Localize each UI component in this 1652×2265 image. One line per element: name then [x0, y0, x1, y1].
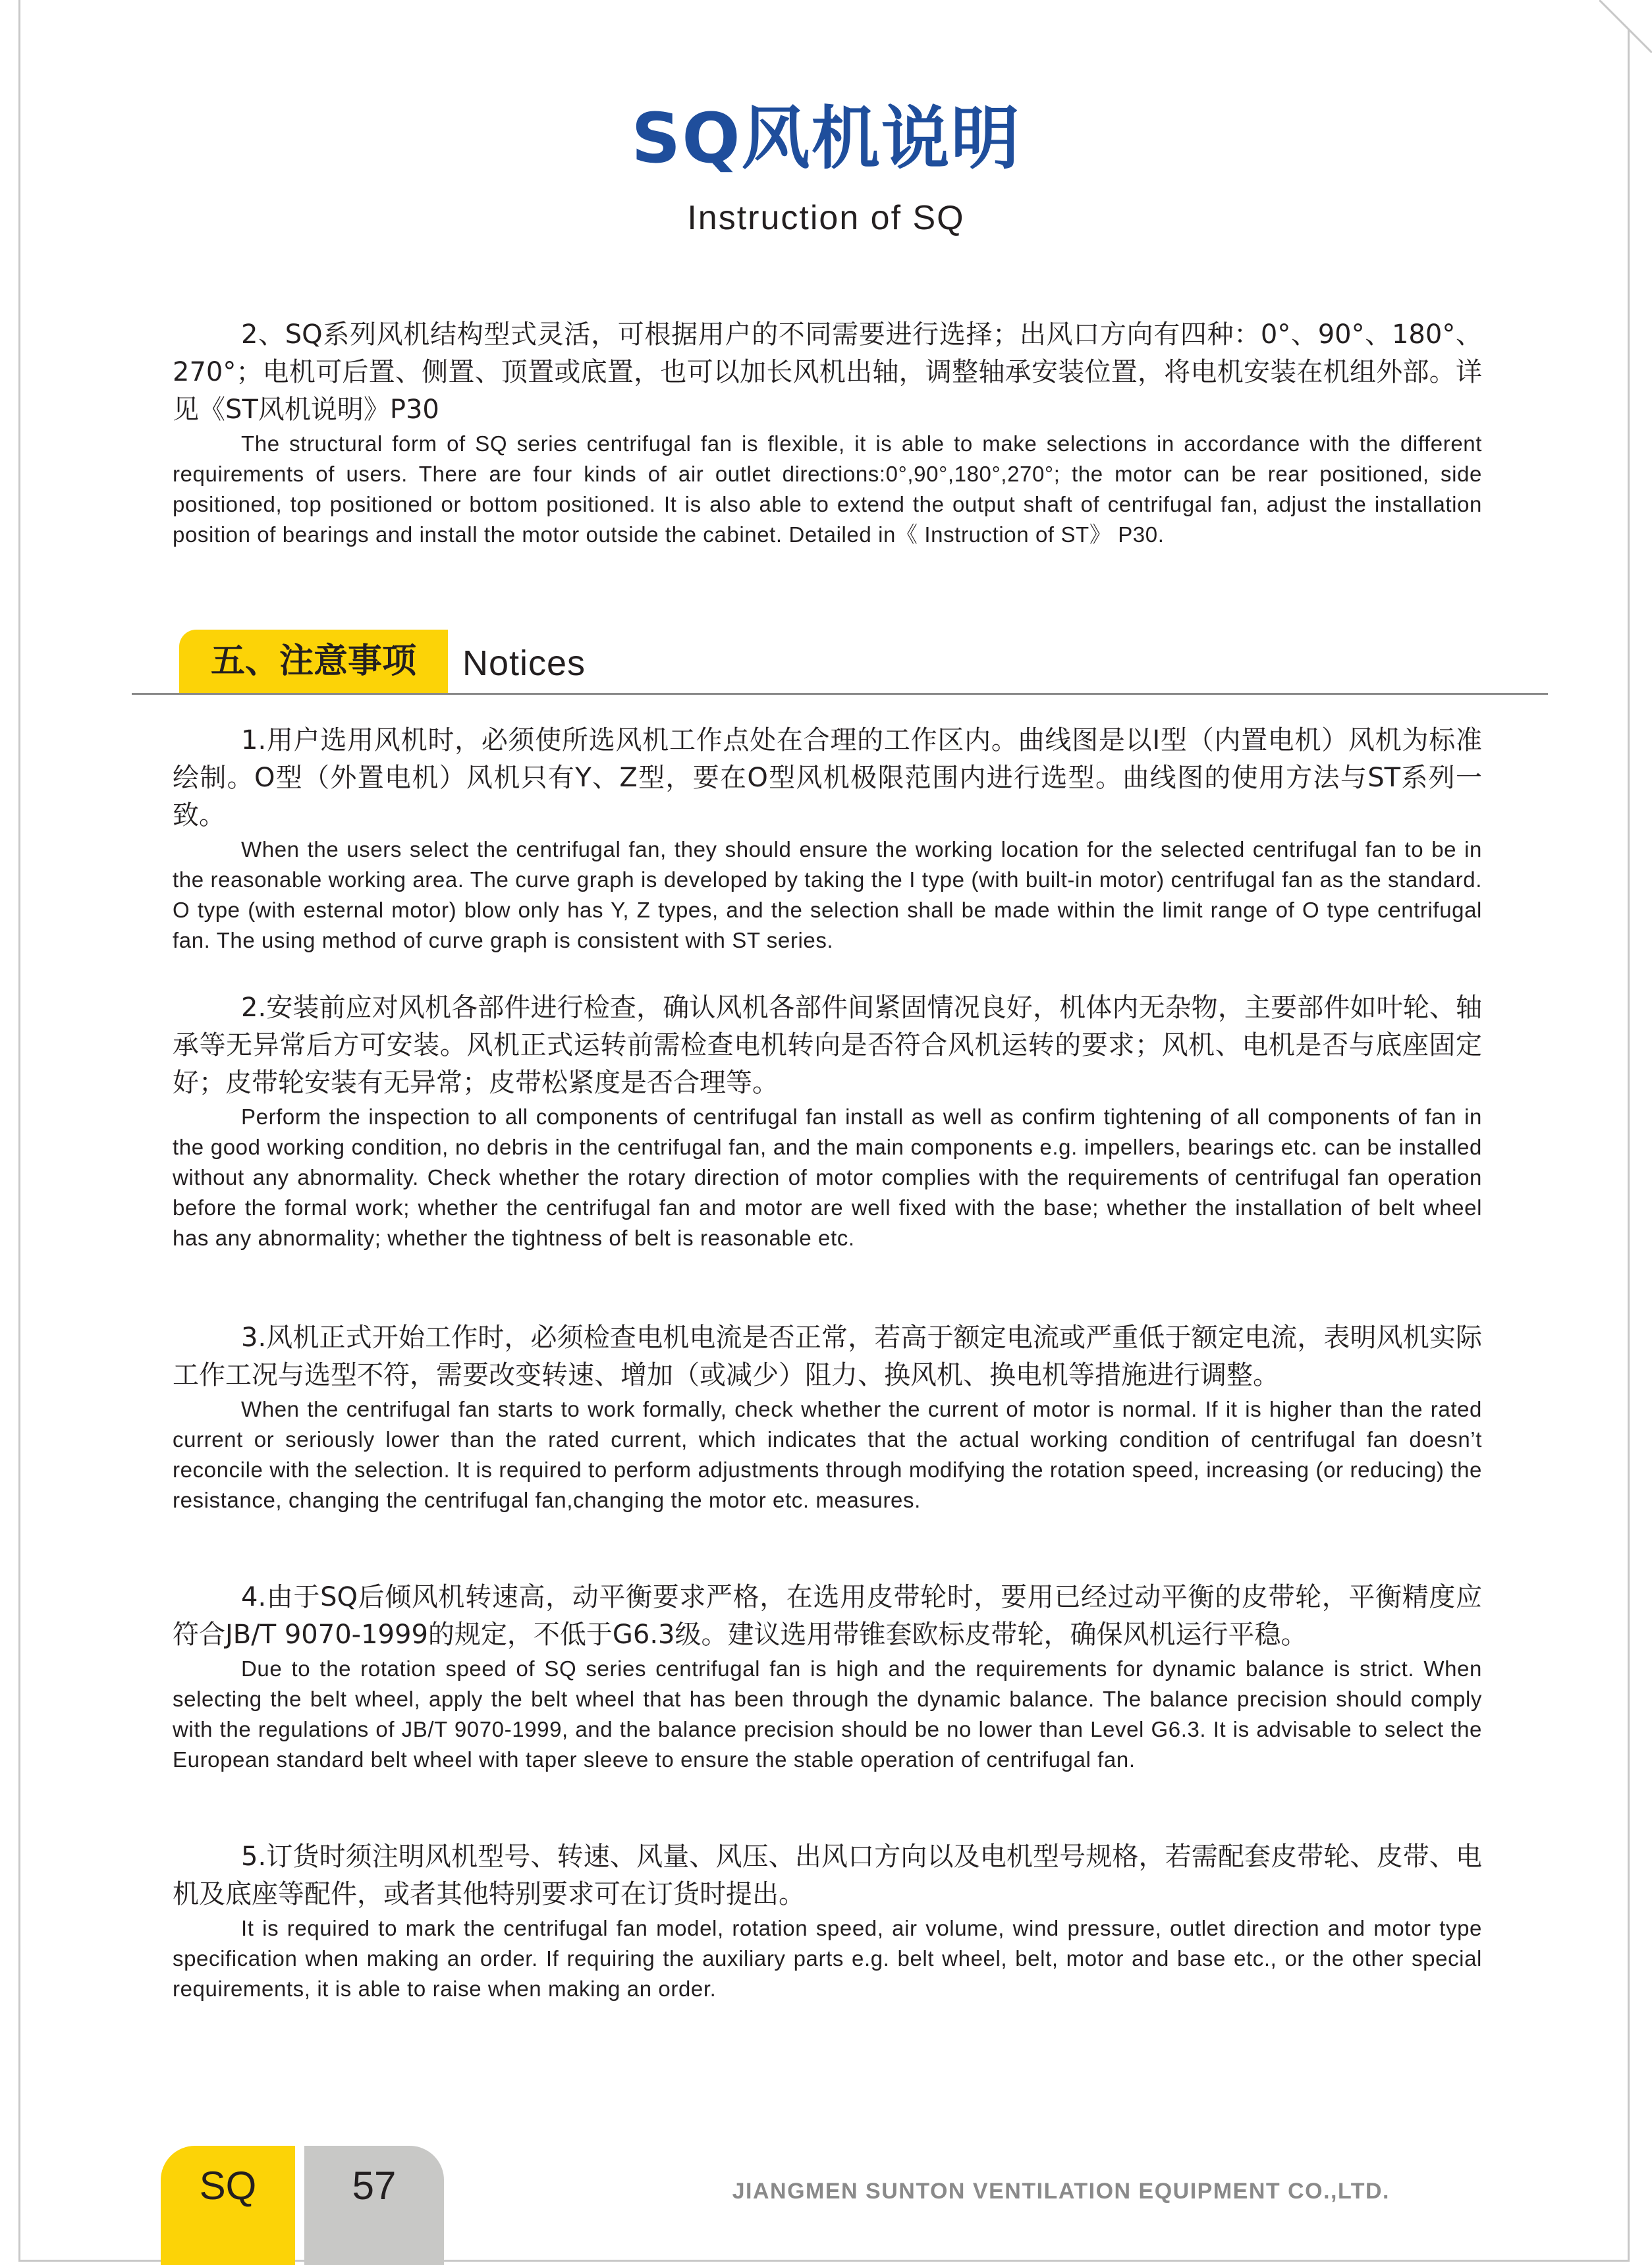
notice-en: When the users select the centrifugal fan, they should ensure the working location for the selected centrifugal fan to be in the reasonable working area. The curve graph is developed by taking the I type (with built-in motor) centrifugal fan as the standard. O type (with esternal motor) blow only has Y, Z types, and the selection shall be made within the limit range of O type centrifugal fan. The using method of curve graph is consistent with ST series. [173, 837, 1482, 952]
notice-item-4 [173, 1579, 1482, 1775]
footer-series-label: SQ [199, 2164, 257, 2208]
notice-item-3 [173, 1319, 1482, 1515]
notice-zh: 2.安装前应对风机各部件进行检查，确认风机各部件间紧固情况良好，机体内无杂物，主要部件如叶轮、轴承等无异常后方可安装。风机正式运转前需检查电机转向是否符合风机运转的要求；风机、电机是否与底座固定好；皮带轮安装有无异常；皮带松紧度是否合理等。 [173, 993, 1482, 1098]
notice-zh: 4.由于SQ后倾风机转速高，动平衡要求严格，在选用皮带轮时，要用已经过动平衡的皮带轮，平衡精度应符合JB/T 9070-1999的规定，不低于G6.3级。建议选用带锥套欧标皮带轮，确保风机运行平稳。 [173, 1582, 1482, 1650]
notice-item-2 [173, 989, 1482, 1253]
section-header-notices [132, 630, 1548, 696]
notice-en: Perform the inspection to all components of centrifugal fan install as well as confirm tightening of all components of fan in the good working condition, no debris in the centrifugal fan, and the main components e.g. impellers, bearings etc. can be installed without any abnormality. Check whether the rotary direction of motor complies with the requirements of centrifugal fan operation before the formal work; whether the centrifugal fan and motor are well fixed with the base; whether the installation of belt wheel has any abnormality; whether the tightness of belt is reasonable etc. [173, 1105, 1482, 1250]
notice-zh: 3.风机正式开始工作时，必须检查电机电流是否正常，若高于额定电流或严重低于额定电流，表明风机实际工作工况与选型不符，需要改变转速、增加（或减少）阻力、换风机、换电机等措施进行调整。 [173, 1323, 1482, 1390]
section-title-en: Notices [462, 643, 586, 683]
intro-zh: 2、SQ系列风机结构型式灵活，可根据用户的不同需要进行选择；出风口方向有四种：0°、90°、180°、270°；电机可后置、侧置、顶置或底置，也可以加长风机出轴，调整轴承安装位置，将电机安装在机组外部。详见《ST风机说明》P30 [173, 319, 1482, 425]
notice-en: When the centrifugal fan starts to work formally, check whether the current of motor is normal. If it is higher than the rated current or seriously lower than the rated current, which indicates that the actual working condition of centrifugal fan doesn’t reconcile with the selection. It is required to perform adjustments through modifying the rotation speed, increasing (or reducing) the resistance, changing the centrifugal fan,changing the motor etc. measures. [173, 1397, 1482, 1512]
page-title: SQ风机说明 [631, 98, 1021, 178]
page-corner-fold [1599, 0, 1652, 53]
intro-paragraph [173, 316, 1482, 550]
intro-en: The structural form of SQ series centrifugal fan is flexible, it is able to make selections in accordance with the different requirements of users. There are four kinds of air outlet directions:0°,90°,180°,270°; the motor can be rear positioned, side positioned, top positioned or bottom positioned. It is also able to extend the output shaft of centrifugal fan, adjust the installation position of bearings and install the motor outside the cabinet. Detailed in《 Instruction of ST》 P30. [173, 431, 1482, 547]
notice-item-5 [173, 1838, 1482, 2004]
footer-page-tab [304, 2146, 444, 2265]
notice-en: It is required to mark the centrifugal fan model, rotation speed, air volume, wind pressure, outlet direction and motor type specification when making an order. If requiring the auxiliary parts e.g. belt wheel, belt, motor and base etc., or the other special requirements, it is able to raise when making an order. [173, 1916, 1482, 2001]
section-divider [132, 693, 1548, 695]
notice-item-1 [173, 722, 1482, 956]
section-tab [179, 630, 448, 693]
footer-series-tab [161, 2146, 295, 2265]
section-title-zh: 五、注意事项 [210, 641, 416, 681]
notice-zh: 5.订货时须注明风机型号、转速、风量、风压、出风口方向以及电机型号规格，若需配套皮带轮、皮带、电机及底座等配件，或者其他特别要求可在订货时提出。 [173, 1842, 1482, 1909]
notice-en: Due to the rotation speed of SQ series centrifugal fan is high and the requirements for dynamic balance is strict. When selecting the belt wheel, apply the belt wheel that has been through the dynamic balance. The balance precision should comply with the regulations of JB/T 9070-1999, and the balance precision should be no lower than Level G6.3. It is advisable to select the European standard belt wheel with taper sleeve to ensure the stable operation of centrifugal fan. [173, 1656, 1482, 1772]
footer-company-name: JIANGMEN SUNTON VENTILATION EQUIPMENT CO.,LTD. [732, 2179, 1390, 2204]
page-number: 57 [352, 2164, 397, 2208]
notice-zh: 1.用户选用风机时，必须使所选风机工作点处在合理的工作区内。曲线图是以I型（内置电机）风机为标准绘制。O型（外置电机）风机只有Y、Z型，要在O型风机极限范围内进行选型。曲线图的使用方法与ST系列一致。 [173, 725, 1482, 831]
page-subtitle: Instruction of SQ [687, 199, 965, 237]
